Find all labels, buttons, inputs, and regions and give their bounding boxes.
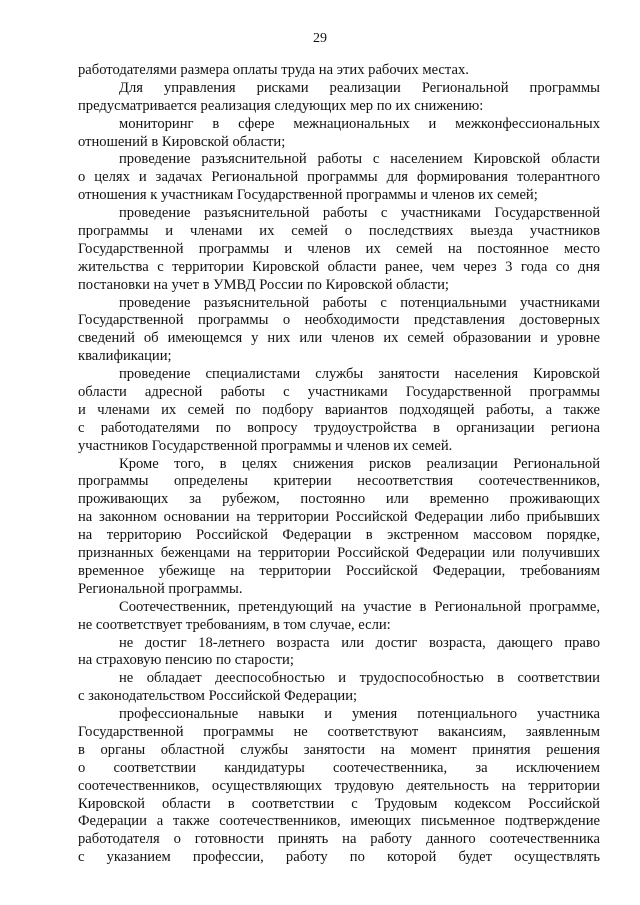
text-line: квалификации; xyxy=(78,348,172,365)
text-line: Государственной программы о необходимости представления достоверных xyxy=(78,312,600,329)
text-line: программы и членами их семей о последствиях выезда участников xyxy=(78,223,600,240)
text-line: участников Государственной программы и членов их семей. xyxy=(78,437,453,454)
text-line: временное убежище на территории Российской Федерации, требованиям xyxy=(78,562,600,579)
text-line: Федерации а также соотечественников, имеющих письменное подтверждение xyxy=(78,813,600,830)
text-line: предусматривается реализация следующих мер по их снижению: xyxy=(78,97,484,114)
text-line: и членами их семей по подбору вариантов подходящей работы, а также xyxy=(78,401,600,418)
text-line: Для управления рисками реализации Региональной программы xyxy=(119,79,600,96)
text-line: не достиг 18-летнего возраста или достиг возраста, дающего право xyxy=(119,634,600,651)
text-line: на страховую пенсию по старости; xyxy=(78,652,294,669)
text-line: работодателя о готовности принять на работу данного соотечественника xyxy=(78,831,600,848)
text-line: программы определены критерии несоответствия соотечественников, xyxy=(78,473,600,490)
text-line: на территорию Российской Федерации в экстренном массовом порядке, xyxy=(78,527,600,544)
text-line: проведение разъяснительной работы с населением Кировской области xyxy=(119,151,600,168)
text-line: отношений в Кировской области; xyxy=(78,133,286,150)
text-line: профессиональные навыки и умения потенциального участника xyxy=(119,706,600,723)
text-line: о соответствии кандидатуры соотечественника, за исключением xyxy=(78,759,600,776)
document-body xyxy=(78,62,600,867)
text-line: проведение разъяснительной работы с участниками Государственной xyxy=(119,205,600,222)
text-line: проживающих за рубежом, постоянно или временно проживающих xyxy=(78,491,600,508)
text-line: постановки на учет в УМВД России по Кировской области; xyxy=(78,276,449,293)
text-line: не обладает дееспособностью и трудоспособностью в соответствии xyxy=(119,670,600,687)
text-line: проведение разъяснительной работы с потенциальными участниками xyxy=(119,294,600,311)
text-line: сведений об имеющемся у них или членов их семей образовании и уровне xyxy=(78,330,600,347)
text-line: Кроме того, в целях снижения рисков реализации Региональной xyxy=(119,455,600,472)
text-line: проведение специалистами службы занятости населения Кировской xyxy=(119,366,600,383)
text-line: Региональной программы. xyxy=(78,580,243,597)
text-line: на законном основании на территории Российской Федерации либо прибывших xyxy=(78,509,600,526)
page-number: 29 xyxy=(313,31,327,46)
text-line: Кировской области в соответствии с Трудовым кодексом Российской xyxy=(78,795,600,812)
text-line: работодателями размера оплаты труда на этих рабочих местах. xyxy=(78,62,469,78)
text-line: области адресной работы с участниками Государственной программы xyxy=(78,384,600,401)
text-line: в органы областной службы занятости на момент принятия решения xyxy=(78,741,600,758)
text-line: не соответствует требованиям, в том случае, если: xyxy=(78,616,391,633)
text-line: соотечественников, осуществляющих трудовую деятельность на территории xyxy=(78,777,600,794)
text-line: Соотечественник, претендующий на участие в Региональной программе, xyxy=(119,598,600,615)
text-line: признанных беженцами на территории Российской Федерации или получивших xyxy=(78,545,600,562)
text-line: Государственной программы не соответствуют вакансиям, заявленным xyxy=(78,723,600,740)
text-line: с указанием профессии, работу по которой будет осуществлять xyxy=(78,849,600,866)
text-line: с работодателями по вопросу трудоустройства в организации региона xyxy=(78,419,600,436)
text-line: отношения к участникам Государственной программы и членов их семей; xyxy=(78,187,538,204)
text-line: Государственной программы и членов их семей на постоянное место xyxy=(78,240,600,257)
text-line: с законодательством Российской Федерации; xyxy=(78,688,358,705)
text-line: жительства с территории Кировской области ранее, чем через 3 года со дня xyxy=(78,258,600,275)
text-line: о целях и задачах Региональной программы для формирования толерантного xyxy=(78,169,600,186)
text-line: мониторинг в сфере межнациональных и межконфессиональных xyxy=(119,115,600,132)
